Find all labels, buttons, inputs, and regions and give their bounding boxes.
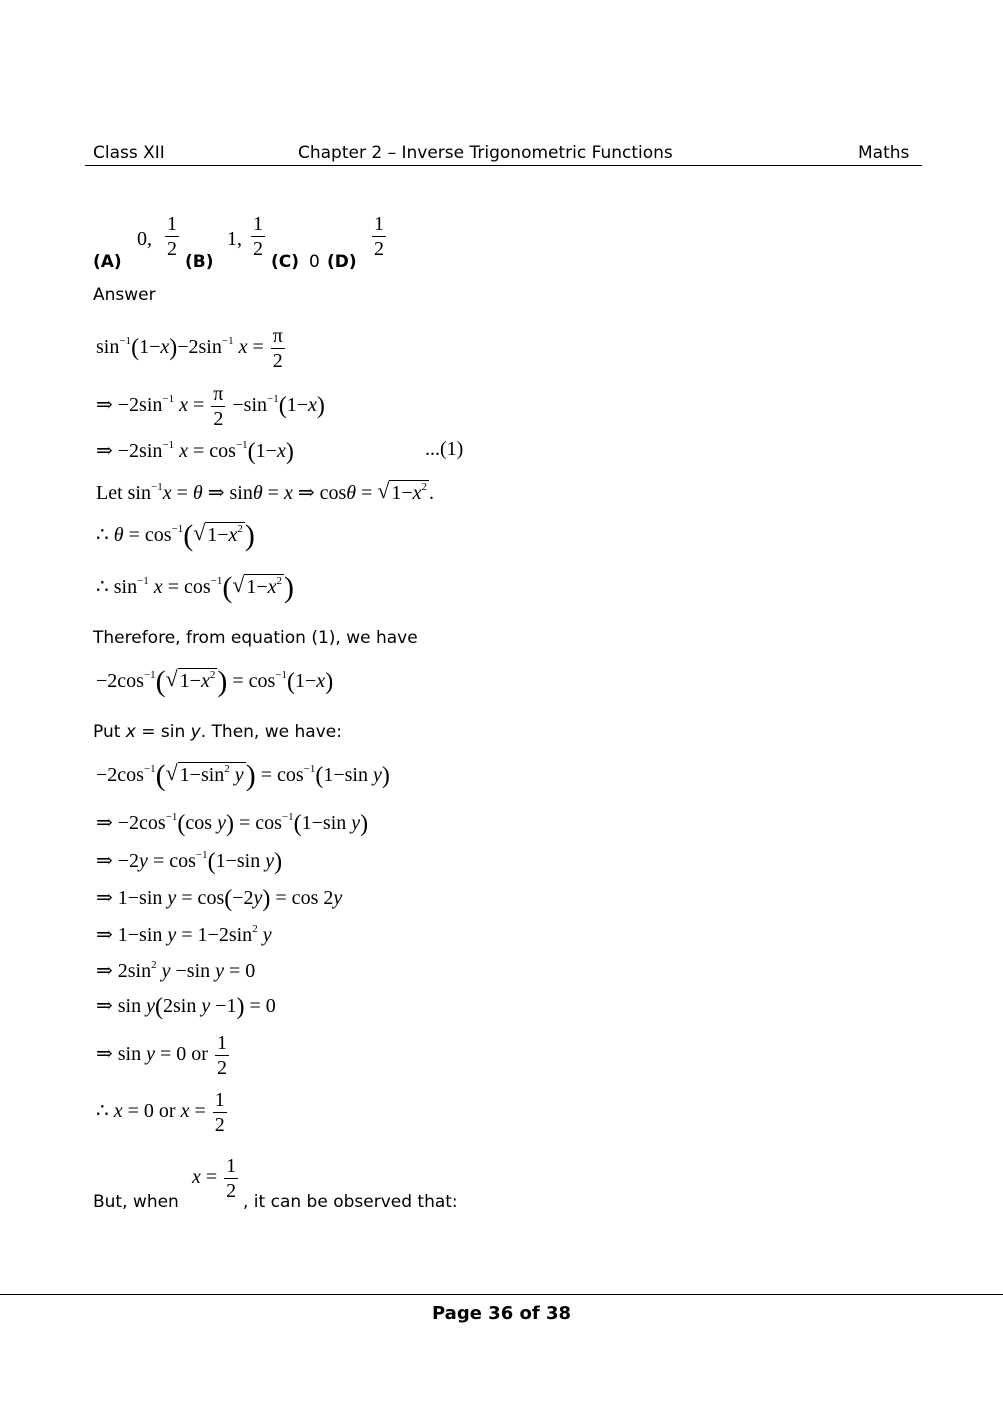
observed-text: , it can be observed that:: [243, 1192, 458, 1212]
but-when-text: But, when: [93, 1192, 179, 1212]
therefore-text: Therefore, from equation (1), we have: [93, 628, 418, 648]
equation-step-14: ⇒ sin y(2sin y −1) = 0: [96, 994, 276, 1020]
header-class: Class XII: [93, 143, 165, 163]
header-divider: [85, 165, 922, 166]
equation-step-13: ⇒ $2\sin^2$ y −sin y = 0: [96, 959, 256, 982]
but-when-math: x = $\frac{1}{2}$: [192, 1155, 237, 1202]
page-number: Page 36 of 38: [431, 1303, 572, 1324]
footer-divider: [0, 1294, 1003, 1295]
equation-theta: ∴ $\theta = \cos^{-1}$( √ $1-x^2$): [96, 519, 255, 552]
put-text: Put x = sin y. Then, we have:: [93, 722, 342, 742]
equation-sin-inverse: ∴ $\sin^{-1} x = \cos^{-1}$( √ $1-x^2$): [96, 571, 295, 604]
answer-label: Answer: [93, 285, 156, 305]
equation-step-12: ⇒ 1−sin $y = 1-2\sin^2$ y: [96, 923, 272, 946]
equation-step-2: ⇒ $-2\sin^{-1}$ x = $\frac{\pi}{2}$ $-\sin^{-1}(1-x)$: [96, 383, 325, 430]
equation-step-1: $\sin^{-1}(1-x)-2\sin^{-1}$ x = $\frac{\pi}{2}$: [96, 325, 283, 372]
equation-step-11: ⇒ 1−sin y = cos(−2y) = cos 2y: [96, 886, 343, 912]
equation-let: Let $\sin^{-1}x = \theta$ ⇒ sinθ = x ⇒ cosθ = √ $1-x^2$ .: [96, 478, 435, 504]
option-a-label: (A): [93, 252, 122, 272]
option-a-value: 0,: [137, 228, 152, 250]
header-subject: Maths: [858, 143, 910, 163]
equation-substituted: $-2\cos^{-1}$( √ $1-x^2) = \cos^{-1}(1-x)$: [96, 665, 334, 698]
equation-step-10: ⇒ $-2y = \cos^{-1}(1-\sin$ y): [96, 849, 283, 875]
option-b-fraction: $\frac{1}{2}$: [253, 213, 263, 260]
header-chapter: Chapter 2 – Inverse Trigonometric Functions: [298, 143, 673, 163]
equation-step-3: ⇒ $-2\sin^{-1}$ $x = \cos^{-1}(1-x)$: [96, 439, 294, 465]
option-c-value: 0: [309, 252, 320, 272]
equation-step-9: ⇒ $-2\cos^{-1}(\cos$ $y) = \cos^{-1}(1-\sin$ y): [96, 811, 369, 837]
equation-step-15: ⇒ sin y = 0 or $\frac{1}{2}$: [96, 1032, 227, 1079]
option-a-fraction: $\frac{1}{2}$: [167, 213, 177, 260]
equation-step-16: ∴ x = 0 or x = $\frac{1}{2}$: [96, 1089, 225, 1136]
option-b-label: (B): [185, 252, 214, 272]
option-c-label: (C): [271, 252, 300, 272]
equation-step-8: $-2\cos^{-1}$( √ $1-\sin^2$ $y) = \cos^{-1}(1-\sin$ y): [96, 759, 390, 792]
equation-tag-1: ...(1): [425, 438, 464, 460]
option-d-label: (D): [327, 252, 357, 272]
option-b-value: 1,: [227, 228, 242, 250]
option-d-fraction: $\frac{1}{2}$: [374, 213, 384, 260]
